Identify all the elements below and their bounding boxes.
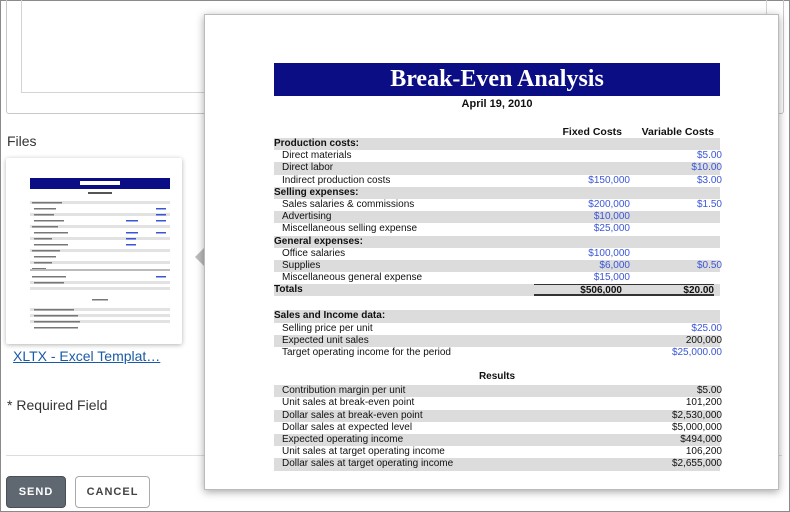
fixed-cost-value: $15,000 <box>593 272 630 284</box>
results-value: $5,000,000 <box>671 421 722 433</box>
sales-value: $25,000.00 <box>671 347 722 358</box>
results-row <box>274 446 720 458</box>
results-value: $2,530,000 <box>671 409 722 421</box>
fixed-cost-value: $100,000 <box>588 247 630 259</box>
results-label: Expected operating income <box>282 433 404 445</box>
results-label: Dollar sales at break-even point <box>282 409 423 421</box>
send-button[interactable]: SEND <box>6 476 66 508</box>
file-link[interactable]: XLTX - Excel Templat… <box>13 348 161 364</box>
results-value: $494,000 <box>680 433 722 445</box>
results-row <box>274 397 720 409</box>
results-table <box>274 385 720 470</box>
section-label: Production costs: <box>274 138 360 149</box>
sales-row <box>274 347 720 359</box>
sales-label: Selling price per unit <box>282 322 373 334</box>
section-header-row <box>274 236 720 248</box>
totals-label: Totals <box>274 284 303 296</box>
section-header-row <box>274 187 720 199</box>
results-label: Unit sales at target operating income <box>282 446 445 458</box>
variable-cost-value: $3.00 <box>696 174 722 186</box>
cost-label: Advertising <box>282 211 332 223</box>
cost-row <box>274 211 720 223</box>
cost-row <box>274 150 720 162</box>
sales-row <box>274 335 720 347</box>
sales-label: Expected unit sales <box>282 334 369 346</box>
results-row <box>274 422 720 434</box>
sales-row <box>274 323 720 335</box>
cost-row <box>274 260 720 272</box>
results-row <box>274 458 720 470</box>
fixed-costs-header: Fixed Costs <box>562 126 622 138</box>
fixed-cost-value: $10,000 <box>593 211 630 223</box>
results-row <box>274 385 720 397</box>
cost-row <box>274 175 720 187</box>
results-value: 101,200 <box>685 397 722 409</box>
document-date: April 19, 2010 <box>461 98 533 110</box>
section-header-row <box>274 138 720 150</box>
fixed-cost-value: $6,000 <box>599 259 630 271</box>
cost-label: Direct materials <box>282 150 352 162</box>
fixed-cost-value <box>542 150 630 162</box>
section-label: General expenses: <box>274 235 363 247</box>
variable-cost-value: $5.00 <box>696 150 722 162</box>
results-row <box>274 434 720 446</box>
cost-label: Office salaries <box>282 247 346 259</box>
fixed-cost-value: $200,000 <box>588 198 630 210</box>
cost-label: Miscellaneous general expense <box>282 272 423 284</box>
document-title: Break-Even Analysis <box>274 63 720 96</box>
column-header-row <box>274 118 720 138</box>
cost-label: Indirect production costs <box>282 174 391 186</box>
file-thumbnail-card[interactable] <box>6 158 182 344</box>
variable-cost-value: $10.00 <box>691 162 722 174</box>
cost-label: Direct labor <box>282 162 334 174</box>
cost-label: Miscellaneous selling expense <box>282 223 418 235</box>
cost-label: Sales salaries & commissions <box>282 198 415 210</box>
cost-row <box>274 162 720 174</box>
cost-row <box>274 272 720 284</box>
variable-cost-value: $1.50 <box>696 198 722 210</box>
cost-row <box>274 199 720 211</box>
results-label: Unit sales at break-even point <box>282 397 415 409</box>
totals-variable-value: $20.00 <box>622 284 714 296</box>
results-heading: Results <box>478 371 516 383</box>
cancel-button[interactable]: CANCEL <box>75 476 150 508</box>
sales-heading: Sales and Income data: <box>274 310 386 322</box>
sales-value: $25.00 <box>691 322 722 334</box>
variable-cost-value <box>630 272 722 284</box>
sales-label: Target operating income for the period <box>282 347 451 358</box>
variable-costs-header: Variable Costs <box>641 126 714 138</box>
file-thumbnail-image <box>30 168 170 333</box>
variable-cost-value <box>630 223 722 235</box>
results-label: Dollar sales at target operating income <box>282 458 454 470</box>
file-preview-popover <box>204 14 779 490</box>
results-value: $5.00 <box>696 385 722 397</box>
cost-label: Supplies <box>282 259 321 271</box>
fixed-cost-value: $25,000 <box>593 223 630 235</box>
sales-value: 200,000 <box>685 334 722 346</box>
files-label: Files <box>7 133 37 149</box>
results-label: Contribution margin per unit <box>282 385 406 397</box>
results-label: Dollar sales at expected level <box>282 421 413 433</box>
cost-row <box>274 248 720 260</box>
results-value: $2,655,000 <box>671 458 722 470</box>
totals-fixed-value: $506,000 <box>534 284 622 296</box>
variable-cost-value: $0.50 <box>696 259 722 271</box>
cost-table <box>274 138 720 296</box>
required-field-note: * Required Field <box>7 397 108 413</box>
popover-pointer <box>195 248 204 266</box>
results-row <box>274 410 720 422</box>
results-value: 106,200 <box>685 446 722 458</box>
cost-row <box>274 223 720 235</box>
fixed-cost-value <box>542 162 630 174</box>
section-label: Selling expenses: <box>274 186 359 198</box>
spreadsheet-preview <box>274 63 720 471</box>
totals-row <box>274 284 720 296</box>
sales-heading-row <box>274 310 720 322</box>
sales-table <box>274 310 720 359</box>
fixed-cost-value: $150,000 <box>588 174 630 186</box>
variable-cost-value <box>630 248 722 260</box>
variable-cost-value <box>630 211 722 223</box>
